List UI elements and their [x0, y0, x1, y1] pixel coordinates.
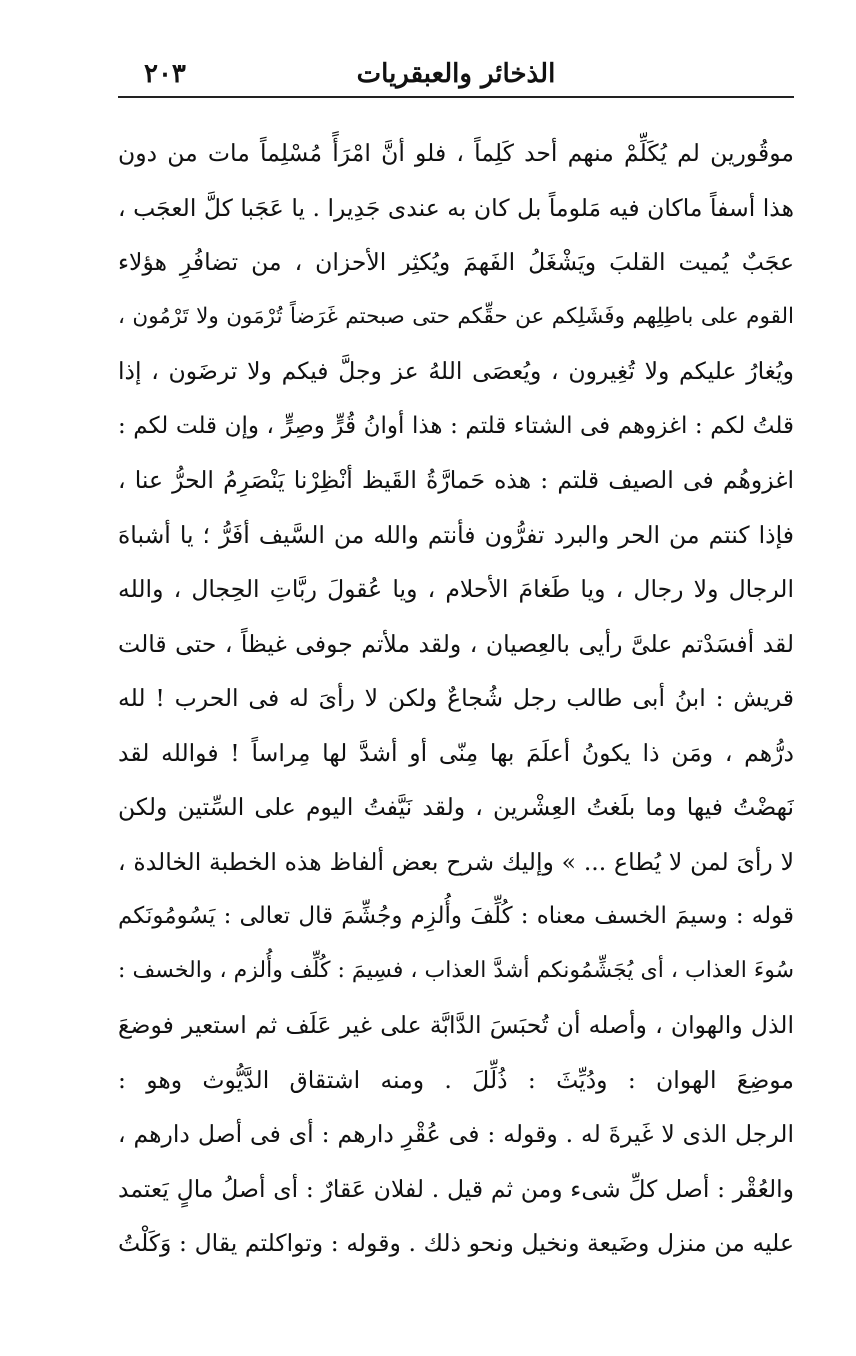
body-text — [118, 126, 794, 1271]
text-line: ويُغارُ عليكم ولا تُغِيرون ، ويُعصَى اللهُ عز وجلَّ فيكم ولا ترضَون ، إذا — [118, 357, 794, 385]
text-line: قوله : وسيمَ الخسف معناه : كُلِّفَ وأُلزِم وجُشِّمَ قال تعالى : يَسُومُونَكم — [118, 903, 794, 929]
text-line: لقد أفسَدْتم علىَّ رأيى بالعِصيان ، ولقد ملأتم جوفى غيظاً ، حتى قالت — [118, 629, 794, 658]
text-line: سُوءَ العذاب ، أى يُجَشِّمُونكم أشدَّ العذاب ، فسِيمَ : كُلِّف وأُلزم ، والخسف : — [118, 957, 794, 983]
text-line: القوم على باطِلِهم وفَشَلِكم عن حقِّكم حتى صبحتم غَرَضاً تُرْمَون ولا تَرْمُون ، — [118, 303, 794, 329]
text-line: الرجل الذى لا غَيرةَ له . وقوله : فى عُقْرِ دارهم : أى فى أصل دارهم ، — [118, 1120, 794, 1148]
page-header — [118, 54, 794, 94]
text-line: الرجال ولا رجال ، ويا طَغامَ الأحلام ، ويا عُقولَ ربَّاتِ الحِجال ، والله — [118, 575, 794, 603]
text-line: والعُقْر : أصل كلِّ شىء ومن ثم قيل . لفلان عَقارٌ : أى أصلُ مالٍ يَعتمد — [118, 1174, 794, 1203]
text-line: موقُورين لم يُكَلِّمْ منهم أحد كَلِماً ، فلو أنَّ امْرَأً مُسْلِماً مات من دون — [118, 139, 794, 167]
text-line: عليه من منزل وضَيعة ونخيل ونحو ذلك . وقوله : وتواكلتم يقال : وَكَلْتُ — [118, 1229, 794, 1257]
text-line: الذل والهوان ، وأصله أن تُحبَسَ الدَّابَّة على غير عَلَف ثم استعير فوضعَ — [118, 1011, 794, 1039]
text-line: نَهضْتُ فيها وما بلَغتُ العِشْرين ، ولقد نَيَّفتُ اليوم على السِّتين ولكن — [118, 793, 794, 821]
text-line: قلتُ لكم : اغزوهم فى الشتاء قلتم : هذا أوانُ قُرٍّ وصِرٍّ ، وإن قلت لكم : — [118, 412, 794, 439]
text-line: هذا أسفاً ماكان فيه مَلوماً بل كان به عندى جَدِيرا . يا عَجَبا كلَّ العجَب ، — [118, 193, 794, 222]
text-line: قريش : ابنُ أبى طالب رجل شُجاعٌ ولكن لا رأىَ له فى الحرب ! لله — [118, 684, 794, 712]
running-title: الذخائر والعبقريات — [356, 59, 556, 89]
text-line: اغزوهُم فى الصيف قلتم : هذه حَمارَّةُ القَيظ أنْظِرْنا يَنْصَرِمُ الحرُّ عنا ، — [118, 466, 794, 494]
page-number: ٢٠٣ — [144, 59, 186, 89]
text-line: فإذا كنتم من الحر والبرد تفرُّون فأنتم والله من السَّيف أفَرُّ ؛ يا أشباهَ — [118, 520, 794, 549]
text-line: لا رأىَ لمن لا يُطاع ... » وإليك شرح بعض ألفاظ هذه الخطبة الخالدة ، — [118, 847, 794, 876]
text-line: عجَبٌ يُميت القلبَ ويَشْغَلُ الفَهمَ ويُكثِر الأحزان ، من تضافُرِ هؤلاء — [118, 248, 794, 276]
text-line: درُّهم ، ومَن ذا يكونُ أعلَمَ بها مِنّى أو أشدَّ لها مِراساً ! فوالله لقد — [118, 738, 794, 767]
text-line: موضِعَ الهوان : ودُيِّثَ : ذُلِّلَ . ومنه اشتقاق الدَّيُّوث وهو : — [118, 1065, 794, 1094]
header-rule — [118, 96, 794, 98]
